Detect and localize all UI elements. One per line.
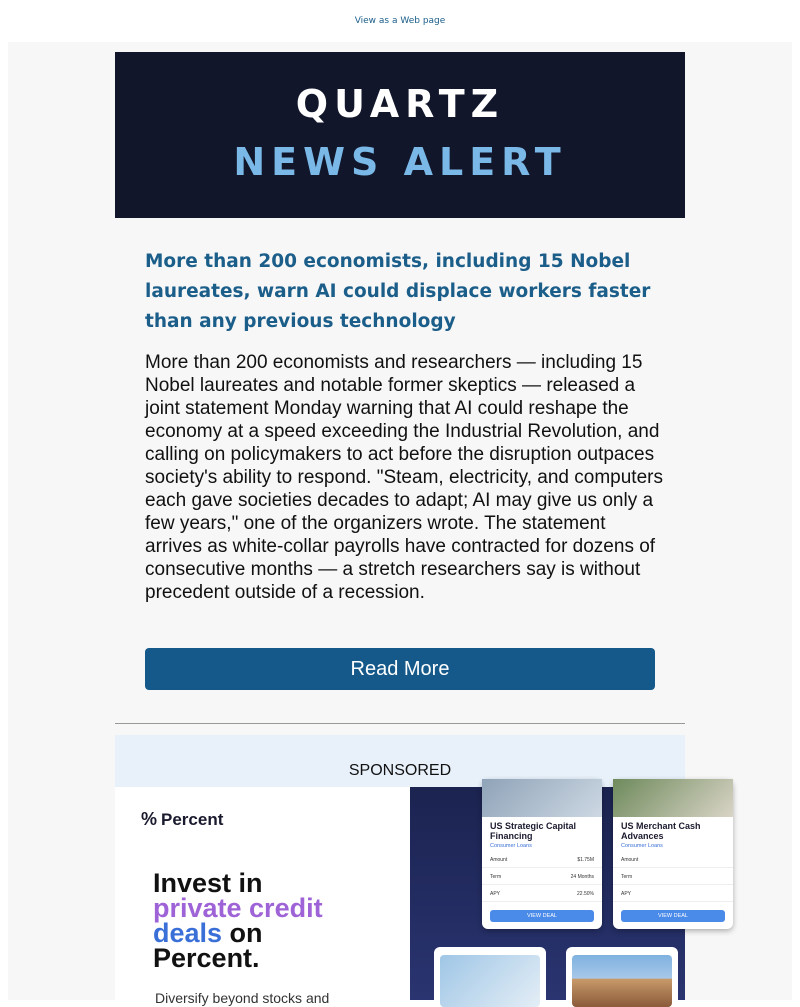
email-body	[8, 42, 792, 1006]
deal-card[interactable]	[613, 779, 733, 929]
deal-card-title: US Merchant Cash Advances	[621, 821, 701, 841]
deal-card-subtitle: Consumer Loans	[490, 843, 532, 849]
top-bar	[0, 0, 800, 42]
view-as-web-page-link[interactable]: View as a Web page	[354, 16, 446, 26]
ad-headline-line3b: on	[222, 918, 263, 948]
sponsored-ad[interactable]	[115, 787, 701, 1006]
deal-thumbnail	[566, 947, 678, 1007]
percent-logo-icon: %	[141, 809, 158, 829]
article-headline[interactable]: More than 200 economists, including 15 Nobel laureates, warn AI could displace workers faster than any previous technology	[145, 251, 651, 332]
ad-headline-line2: private credit	[153, 893, 323, 923]
deal-row-amount: Amount	[613, 851, 733, 868]
percent-logo	[141, 809, 223, 830]
glass-building-image	[440, 955, 540, 1007]
quartz-news-alert-banner	[115, 52, 685, 218]
article	[115, 218, 685, 723]
deal-card[interactable]	[482, 779, 602, 929]
ad-headline	[153, 868, 323, 973]
ad-headline-line4: Percent.	[153, 943, 260, 973]
deal-row-apy: APY	[613, 885, 733, 902]
sponsored-label: SPONSORED	[348, 762, 452, 779]
deal-row-term: Term 24 Months	[482, 868, 602, 885]
divider	[115, 723, 685, 724]
deal-thumbnail	[434, 947, 546, 1007]
view-deal-button[interactable]: VIEW DEAL	[490, 910, 594, 922]
ad-deals-panel	[410, 787, 701, 1000]
article-body: More than 200 economists and researchers — including 15 Nobel laureates and notable former skeptics — released a joint statement Monday warning that AI could reshape the economy at a speed exceeding the Industrial Revolution, and calling on policymakers to act before the disruption outpaces society's ability to respond. "Steam, electricity, and computers each gave societies decades to adapt; AI may give us only a few years," one of the organizers wrote. The statement arrives as white-collar payrolls have contracted for dozens of consecutive months — a stretch researchers say is without precedent outside of a recession.	[145, 352, 663, 603]
building-image	[482, 779, 602, 817]
banner-title: QUARTZ	[295, 82, 505, 126]
banner-subtitle: NEWS ALERT	[233, 140, 567, 184]
percent-brand-name: Percent	[161, 809, 224, 829]
deal-row-amount: Amount $1.75M	[482, 851, 602, 868]
ad-subline: Diversify beyond stocks and	[155, 990, 330, 1006]
view-deal-button[interactable]: VIEW DEAL	[621, 910, 725, 922]
ad-headline-line1: Invest in	[153, 868, 263, 898]
deal-row-term: Term	[613, 868, 733, 885]
deal-row-apy: APY 22.50%	[482, 885, 602, 902]
read-more-button[interactable]: Read More	[145, 648, 655, 690]
houses-image	[572, 955, 672, 1007]
ad-headline-line3a: deals	[153, 918, 223, 948]
delivery-image	[613, 779, 733, 817]
ad-text-panel	[115, 787, 410, 1006]
deal-card-subtitle: Consumer Loans	[621, 843, 663, 849]
deal-card-title: US Strategic Capital Financing	[490, 821, 577, 841]
